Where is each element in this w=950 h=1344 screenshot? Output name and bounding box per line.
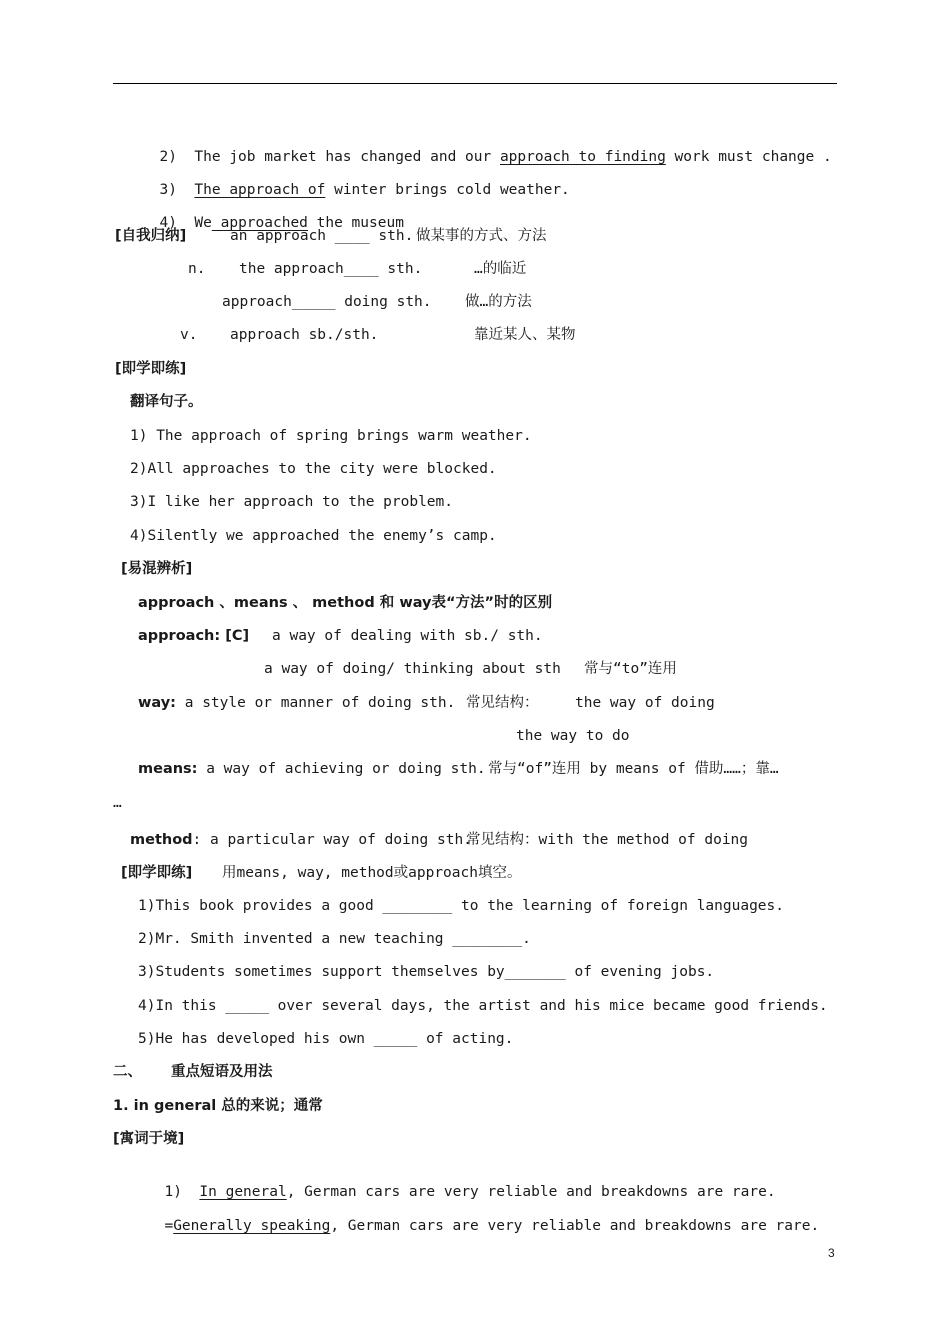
header-rule	[113, 83, 837, 84]
example-text: =	[164, 1218, 174, 1234]
summary-pattern: the approach____ sth.	[239, 261, 423, 277]
definition-line	[138, 693, 455, 713]
example-text: work must change .	[665, 149, 832, 165]
fill-in-sentence: 4)In this _____ over several days, the artist and his mice became good friends.	[138, 998, 828, 1014]
underlined-phrase: approach to finding	[499, 149, 666, 165]
definition-line	[130, 830, 472, 850]
section-label-practice: [即学即练]	[121, 865, 193, 881]
usage-pattern: the way of doing	[575, 695, 715, 711]
page-number: 3	[828, 1246, 835, 1260]
underlined-phrase: approached	[211, 215, 308, 231]
example-text: , German cars are very reliable and breakdowns are rare.	[330, 1218, 820, 1234]
phrase-heading: 1. in general 总的来说；通常	[113, 1098, 323, 1114]
definition-text: a way of doing/ thinking about sth	[264, 661, 561, 677]
usage-note: 常与“to”连用	[584, 661, 677, 677]
definition-text: : a particular way of doing sth.	[192, 832, 472, 848]
example-text: the museum	[307, 215, 404, 231]
summary-meaning: 做…的方法	[465, 294, 532, 310]
example-text: We	[194, 215, 212, 231]
headword: way:	[138, 695, 176, 711]
definition-line	[138, 759, 486, 779]
section-label-context: [寓词于境]	[113, 1131, 185, 1147]
section-label-distinction: [易混辨析]	[121, 561, 193, 577]
usage-note: 常见结构：	[466, 695, 539, 711]
usage-note: 常见结构：with the method of doing	[466, 832, 749, 848]
underlined-phrase: Generally speaking	[173, 1218, 331, 1234]
summary-meaning: 靠近某人、某物	[474, 327, 576, 343]
exercise-sentence: 1) The approach of spring brings warm weather.	[130, 428, 532, 444]
summary-pattern: approach_____ doing sth.	[222, 294, 432, 310]
fill-in-sentence: 3)Students sometimes support themselves by_______ of evening jobs.	[138, 964, 715, 980]
exercise-sentence: 2)All approaches to the city were blocked.	[130, 461, 497, 477]
underlined-phrase: The approach of	[194, 182, 326, 198]
summary-pattern: an approach ____ sth.	[230, 228, 414, 244]
definition-line	[138, 626, 249, 646]
exercise-sentence: 4)Silently we approached the enemy’s camp.	[130, 528, 497, 544]
definition-text: a way of dealing with sb./ sth.	[272, 628, 543, 644]
example-text: winter brings cold weather.	[325, 182, 570, 198]
item-number: 4)	[159, 215, 177, 231]
summary-pattern: approach sb./sth.	[230, 327, 379, 343]
exercise-instruction: 翻译句子。	[130, 394, 203, 410]
summary-meaning: …的临近	[474, 261, 527, 277]
fill-in-sentence: 1)This book provides a good ________ to the learning of foreign languages.	[138, 898, 785, 914]
definition-text: a way of achieving or doing sth.	[197, 761, 486, 777]
section-label-summary: [自我归纳]	[115, 228, 187, 244]
part-of-speech: n.	[188, 261, 206, 277]
example-line	[147, 1196, 820, 1234]
definition-text: a style or manner of doing sth.	[176, 695, 456, 711]
usage-note-continued: …	[113, 795, 122, 811]
usage-pattern: the way to do	[516, 728, 630, 744]
headword: approach: [C]	[138, 628, 250, 644]
example-line	[147, 1162, 776, 1200]
example-text: The job market has changed and our	[194, 149, 500, 165]
usage-note: 常与“of”连用 by means of 借助……；靠…	[488, 761, 779, 777]
exercise-sentence: 3)I like her approach to the problem.	[130, 494, 454, 510]
distinction-title: approach 、means 、 method 和 way表“方法”时的区别	[138, 595, 553, 611]
item-number: 2)	[159, 149, 177, 165]
section-label-practice: [即学即练]	[115, 361, 187, 377]
part-of-speech: v.	[180, 327, 198, 343]
item-number: 3)	[159, 182, 177, 198]
headword: means:	[138, 761, 198, 777]
summary-meaning: 做某事的方式、方法	[416, 228, 547, 244]
section-number: 二、	[113, 1064, 142, 1080]
exercise-instruction: 用means, way, method或approach填空。	[222, 865, 522, 881]
example-line	[142, 127, 832, 165]
example-line	[142, 193, 404, 231]
headword: method	[130, 832, 193, 848]
fill-in-sentence: 5)He has developed his own _____ of acting.	[138, 1031, 514, 1047]
fill-in-sentence: 2)Mr. Smith invented a new teaching ________.	[138, 931, 531, 947]
example-line	[142, 160, 570, 198]
underlined-phrase: In general	[199, 1184, 287, 1200]
section-heading: 重点短语及用法	[171, 1064, 273, 1080]
item-number: 1)	[164, 1184, 182, 1200]
example-text: , German cars are very reliable and breakdowns are rare.	[286, 1184, 776, 1200]
